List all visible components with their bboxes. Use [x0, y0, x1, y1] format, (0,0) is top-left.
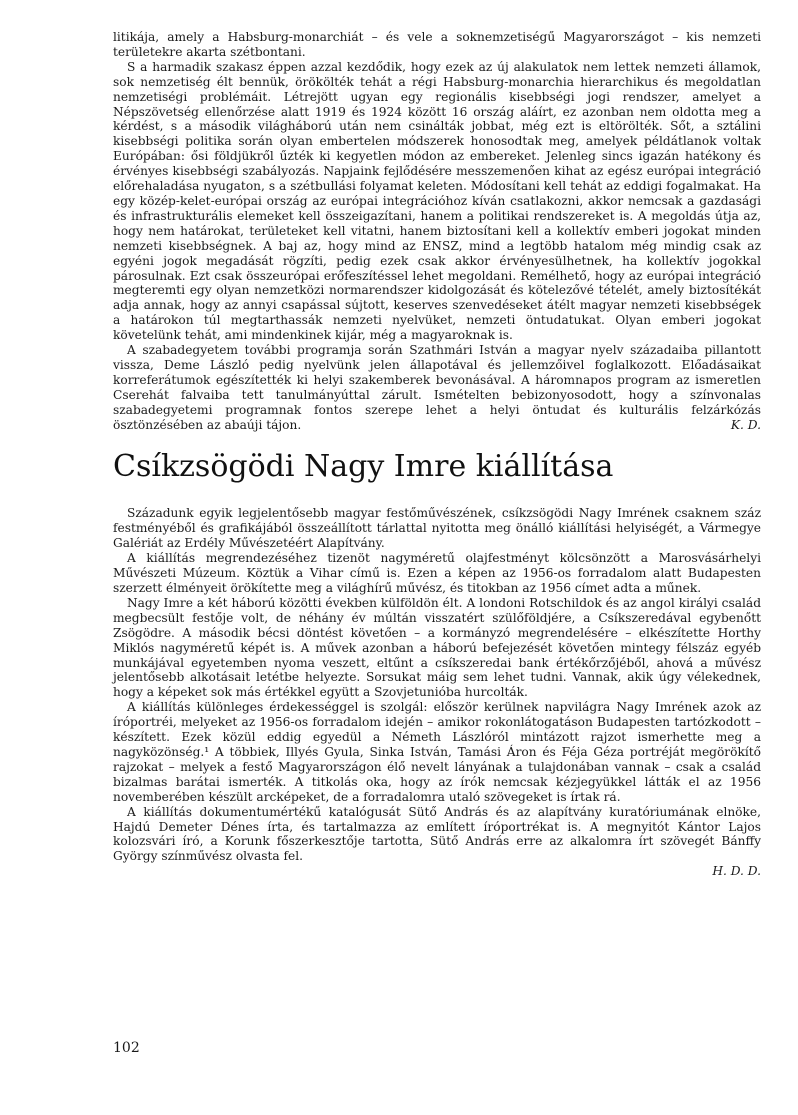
paragraph: Századunk egyik legjelentősebb magyar festőművészének, csíkzsögödi Nagy Imrének csaknem száz festményéből és grafikájából összeállított tárlattal nyitotta meg önálló kiállítási helyiségét, a Vármegye Galériát az Erdély Művészetéért Alapítvány. [113, 506, 761, 551]
page-content [113, 30, 761, 879]
paragraph: A kiállítás különleges érdekességgel is szolgál: először kerülnek napvilágra Nagy Imrének azok az íróportréi, melyeket az 1956-os forradalom idején – amikor rokonlátogatáson Budapesten tartózkodott – készített. Ezek közül eddig egyedül a Németh Lászlóról mintázott rajzot ismerhette meg a nagyközönség.¹ A többiek, Illyés Gyula, Sinka István, Tamási Áron és Féja Géza portréját megörökítő rajzokat – melyek a festő Magyarországon élő nevelt lányának a tulajdonában vannak – csak a család bizalmas barátai ismerték. A titkolás oka, hogy az írók nemcsak kézjegyükkel látták el az 1956 novemberében készült arcképeket, de a forradalomra utaló szövegeket is írtak rá. [113, 700, 761, 804]
paragraph: Nagy Imre a két háború közötti években külföldön élt. A londoni Rotschildok és az angol királyi család megbecsült festője volt, de néhány év múltán visszatért szülőföldjére, a Csíkszeredával egybenőtt Zsögödre. A második bécsi döntést követően – a kormányzó megrendelésére – elkészítette Horthy Miklós nagyméretű képét is. A művek azonban a háború befejezését követően mintegy félszáz egyéb munkájával egyetemben nyoma veszett, eltűnt a csíkszeredai bank értékőrzőjéből, ahová a művész jelentősebb alkotásait letétbe helyezte. Sorsukat máig sem lehet tudni. Vannak, akik úgy vélekednek, hogy a képeket sok más értékkel együtt a Szovjetunióba hurcolták. [113, 595, 761, 700]
section-seminar-report [113, 30, 761, 432]
article-title: Csíkzsögödi Nagy Imre kiállítása [113, 449, 614, 485]
paragraph-text: A szabadegyetem további programja során Szathmári István a magyar nyelv századaiba pillantott vissza, Deme László pedig nyelvünk jelen állapotával és jellemzőivel foglalkozott. Előadásaikat korreferátumok egészítették ki helyi szakemberek bevonásával. A háromnapos program az ismeretlen Cserehát falvaiba tett tanulmányúttal zárult. Ismételten bebizonyosodott, hogy a színvonalas szabadegyetemi programnak fontos szerepe lehet a helyi öntudat és kulturális felzárkózás ösztönzésében az abaúji tájon. [113, 343, 761, 432]
paragraph: A kiállítás megrendezéséhez tizenöt nagyméretű olajfestményt kölcsönzött a Marosvásárhelyi Művészeti Múzeum. Köztük a Vihar című is. Ezen a képen az 1956-os forradalom alatt Budapesten szerzett élményeit örökítette meg a világhírű művész, és titokban az 1956 címet adta a műnek. [113, 551, 761, 595]
paragraph: A kiállítás dokumentumértékű katalógusát Sütő András és az alapítvány kuratóriumának elnöke, Hajdú Demeter Dénes írta, és tartalmazza az említett íróportrékat is. A megnyitót Kántor Lajos kolozsvári író, a Korunk főszerkesztője tartotta, Sütő András erre az alkalomra írt szövegét Bánffy György színművész olvasta fel. [113, 804, 761, 864]
paragraph: S a harmadik szakasz éppen azzal kezdődik, hogy ezek az új alakulatok nem lettek nemzeti államok, sok nemzetiség élt bennük, örökölték tehát a régi Habsburg-monarchia hierarchikus és megoldatlan nemzetiségi problémáit. Létrejött ugyan egy regionális kisebbségi jogi rendszer, amelyet a Népszövetség ellenőrzése alatt 1919 és 1924 között 16 ország aláírt, ez azonban nem oldotta meg a kérdést, s a második világháború után nem csinálták jobbat, még ezt is eltörölték. Sőt, a sztálini kisebbségi politika során olyan embertelen módszerek honosodtak meg, amelyek példátlanok voltak Európában: ősi földjükről űzték ki kegyetlen módon az embereket. Jelenleg sincs igazán hatékony és érvényes kisebbségi szabályozás. Napjaink fejlődésére messzemenően kihat az egész európai integráció előrehaladása nyugaton, s a szétbullási folyamat keleten. Módosítani kell tehát az eddigi fogalmakat. Ha egy közép-kelet-európai ország az európai integrációhoz kíván csatlakozni, akkor nemcsak a gazdasági és infrastrukturális elemeket kell összeigazítani, hanem a politikai rendszereket is. A megoldás útja az, hogy nem határokat, területeket kell vitatni, hanem biztosítani kell a kollektív emberi jogokat minden nemzeti kisebbségnek. A baj az, hogy mind az ENSZ, mind a legtöbb hatalom még mindig csak az egyéni jogok megadását rögzíti, pedig ezek csak akkor érvényesülhetnek, ha kollektív jogokkal párosulnak. Ezt csak összeurópai erőfeszítéssel lehet megoldani. Remélhető, hogy az európai integráció megteremti egy olyan nemzetközi normarendszer kidolgozását és kötelezővé tételét, amely biztosítékát adja annak, hogy az annyi csapással sújtott, keserves szenvedéseket átélt magyar nemzeti kisebbségek a határokon túl megtarthassák nemzeti nyelvüket, nemzeti öntudatukat. Olyan emberi jogokat követelünk tehát, ami mindenkinek kijár, még a magyaroknak is. [113, 59, 761, 343]
page-number: 102 [113, 1040, 140, 1056]
section-exhibition-article [113, 506, 761, 879]
paragraph [113, 343, 761, 432]
paragraph: litikája, amely a Habsburg-monarchiát – és vele a soknemzetiségű Magyarországot – kis nemzeti területekre akarta szétbontani. [113, 30, 761, 59]
author-signature: H. D. D. [712, 864, 761, 879]
author-signature: K. D. [730, 417, 761, 432]
